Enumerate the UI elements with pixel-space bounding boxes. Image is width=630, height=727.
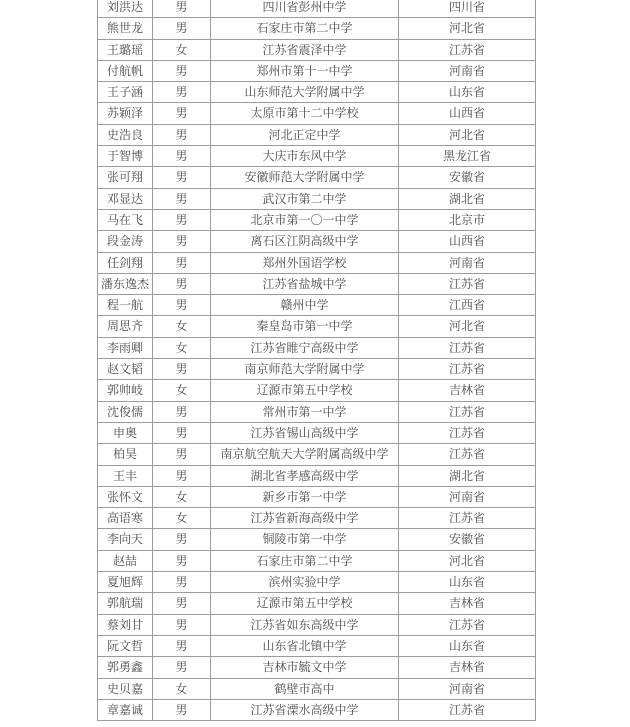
cell-school: 北京市第一〇一中学 (211, 209, 399, 230)
cell-gender: 男 (153, 18, 211, 39)
cell-gender: 男 (153, 444, 211, 465)
cell-province: 江苏省 (399, 39, 536, 60)
cell-name: 高语寒 (98, 508, 153, 529)
cell-province: 安徽省 (399, 167, 536, 188)
cell-province: 山西省 (399, 103, 536, 124)
cell-province: 四川省 (399, 0, 536, 18)
cell-province: 山东省 (399, 635, 536, 656)
cell-name: 李雨卿 (98, 337, 153, 358)
cell-province: 河南省 (399, 252, 536, 273)
cell-gender: 男 (153, 231, 211, 252)
cell-gender: 男 (153, 422, 211, 443)
table-row (98, 188, 536, 209)
cell-school: 郑州市第十一中学 (211, 60, 399, 81)
cell-name: 于智博 (98, 146, 153, 167)
cell-name: 潘东逸杰 (98, 273, 153, 294)
cell-province: 山西省 (399, 231, 536, 252)
cell-gender: 女 (153, 380, 211, 401)
cell-province: 江苏省 (399, 337, 536, 358)
cell-school: 吉林市毓文中学 (211, 657, 399, 678)
cell-name: 沈俊儒 (98, 401, 153, 422)
cell-province: 河南省 (399, 678, 536, 699)
table-row (98, 146, 536, 167)
cell-school: 湖北省孝感高级中学 (211, 465, 399, 486)
cell-name: 段金涛 (98, 231, 153, 252)
cell-name: 阮文哲 (98, 635, 153, 656)
cell-school: 江苏省锡山高级中学 (211, 422, 399, 443)
cell-name: 赵喆 (98, 550, 153, 571)
table-row (98, 124, 536, 145)
cell-province: 河北省 (399, 18, 536, 39)
cell-school: 河北正定中学 (211, 124, 399, 145)
cell-province: 河北省 (399, 124, 536, 145)
cell-school: 南京航空航天大学附属高级中学 (211, 444, 399, 465)
table-row (98, 422, 536, 443)
cell-school: 赣州中学 (211, 295, 399, 316)
cell-name: 马在飞 (98, 209, 153, 230)
table-row (98, 572, 536, 593)
cell-gender: 女 (153, 39, 211, 60)
cell-gender: 男 (153, 359, 211, 380)
cell-province: 湖北省 (399, 188, 536, 209)
table-row (98, 18, 536, 39)
table-row (98, 167, 536, 188)
cell-school: 南京师范大学附属中学 (211, 359, 399, 380)
table-row (98, 465, 536, 486)
cell-name: 史贝嘉 (98, 678, 153, 699)
table-row (98, 82, 536, 103)
cell-gender: 男 (153, 209, 211, 230)
cell-gender: 男 (153, 550, 211, 571)
cell-school: 江苏省睢宁高级中学 (211, 337, 399, 358)
cell-province: 北京市 (399, 209, 536, 230)
cell-province: 江西省 (399, 295, 536, 316)
cell-gender: 男 (153, 401, 211, 422)
cell-province: 安徽省 (399, 529, 536, 550)
cell-name: 邓显达 (98, 188, 153, 209)
table-row (98, 273, 536, 294)
table-row (98, 337, 536, 358)
cell-school: 四川省彭州中学 (211, 0, 399, 18)
cell-name: 章嘉诚 (98, 699, 153, 720)
cell-province: 河南省 (399, 486, 536, 507)
table-row (98, 380, 536, 401)
table-row (98, 614, 536, 635)
cell-province: 河北省 (399, 316, 536, 337)
cell-gender: 男 (153, 593, 211, 614)
cell-province: 江苏省 (399, 359, 536, 380)
cell-school: 武汉市第二中学 (211, 188, 399, 209)
cell-gender: 女 (153, 486, 211, 507)
table-row (98, 678, 536, 699)
cell-province: 江苏省 (399, 401, 536, 422)
cell-name: 周思齐 (98, 316, 153, 337)
cell-gender: 男 (153, 252, 211, 273)
cell-name: 赵文韬 (98, 359, 153, 380)
cell-school: 江苏省震泽中学 (211, 39, 399, 60)
cell-school: 鹤壁市高中 (211, 678, 399, 699)
cell-name: 申奥 (98, 422, 153, 443)
table-row (98, 593, 536, 614)
cell-name: 苏颖泽 (98, 103, 153, 124)
cell-province: 江苏省 (399, 444, 536, 465)
cell-name: 夏旭辉 (98, 572, 153, 593)
table-row (98, 209, 536, 230)
cell-gender: 男 (153, 82, 211, 103)
cell-school: 离石区江阴高级中学 (211, 231, 399, 252)
table-row (98, 316, 536, 337)
cell-name: 王子涵 (98, 82, 153, 103)
cell-school: 江苏省盐城中学 (211, 273, 399, 294)
table-row (98, 508, 536, 529)
table-row (98, 657, 536, 678)
table-row (98, 0, 536, 18)
cell-province: 吉林省 (399, 657, 536, 678)
cell-name: 张怀文 (98, 486, 153, 507)
table-row (98, 103, 536, 124)
cell-name: 郭勇鑫 (98, 657, 153, 678)
cell-name: 刘洪达 (98, 0, 153, 18)
cell-gender: 男 (153, 103, 211, 124)
cell-gender: 女 (153, 678, 211, 699)
cell-school: 铜陵市第一中学 (211, 529, 399, 550)
cell-school: 常州市第一中学 (211, 401, 399, 422)
cell-name: 付航帆 (98, 60, 153, 81)
cell-school: 郑州外国语学校 (211, 252, 399, 273)
cell-gender: 男 (153, 167, 211, 188)
cell-gender: 男 (153, 465, 211, 486)
table-row (98, 699, 536, 720)
cell-gender: 男 (153, 124, 211, 145)
cell-province: 湖北省 (399, 465, 536, 486)
cell-name: 程一航 (98, 295, 153, 316)
table-row (98, 444, 536, 465)
cell-gender: 男 (153, 699, 211, 720)
cell-gender: 男 (153, 273, 211, 294)
cell-gender: 男 (153, 614, 211, 635)
cell-gender: 男 (153, 0, 211, 18)
cell-province: 吉林省 (399, 593, 536, 614)
cell-name: 熊世龙 (98, 18, 153, 39)
cell-province: 山东省 (399, 82, 536, 103)
cell-name: 任剑翔 (98, 252, 153, 273)
cell-province: 河北省 (399, 550, 536, 571)
cell-name: 郭航瑞 (98, 593, 153, 614)
table-body (98, 0, 536, 721)
cell-school: 安徽师范大学附属中学 (211, 167, 399, 188)
cell-name: 王丰 (98, 465, 153, 486)
cell-school: 滨州实验中学 (211, 572, 399, 593)
cell-school: 石家庄市第二中学 (211, 550, 399, 571)
cell-school: 山东师范大学附属中学 (211, 82, 399, 103)
table-row (98, 295, 536, 316)
table-row (98, 252, 536, 273)
cell-school: 辽源市第五中学校 (211, 380, 399, 401)
cell-province: 江苏省 (399, 273, 536, 294)
table-row (98, 39, 536, 60)
table-row (98, 486, 536, 507)
cell-province: 江苏省 (399, 699, 536, 720)
cell-school: 江苏省溧水高级中学 (211, 699, 399, 720)
cell-school: 大庆市东风中学 (211, 146, 399, 167)
cell-name: 李向天 (98, 529, 153, 550)
cell-gender: 男 (153, 657, 211, 678)
cell-gender: 男 (153, 60, 211, 81)
cell-school: 辽源市第五中学校 (211, 593, 399, 614)
cell-name: 柏昊 (98, 444, 153, 465)
cell-school: 江苏省新海高级中学 (211, 508, 399, 529)
cell-gender: 男 (153, 572, 211, 593)
cell-province: 河南省 (399, 60, 536, 81)
cell-name: 王璐瑶 (98, 39, 153, 60)
table-row (98, 401, 536, 422)
table-row (98, 60, 536, 81)
cell-school: 山东省北镇中学 (211, 635, 399, 656)
table-row (98, 529, 536, 550)
cell-name: 史浩良 (98, 124, 153, 145)
table-row (98, 231, 536, 252)
cell-gender: 女 (153, 337, 211, 358)
cell-school: 新乡市第一中学 (211, 486, 399, 507)
cell-province: 黑龙江省 (399, 146, 536, 167)
student-table (97, 0, 536, 721)
cell-gender: 男 (153, 188, 211, 209)
table-row (98, 550, 536, 571)
cell-gender: 男 (153, 295, 211, 316)
cell-name: 蔡刘甘 (98, 614, 153, 635)
cell-province: 江苏省 (399, 508, 536, 529)
table-row (98, 359, 536, 380)
cell-province: 山东省 (399, 572, 536, 593)
table-row (98, 635, 536, 656)
cell-province: 江苏省 (399, 422, 536, 443)
cell-name: 郭帅岐 (98, 380, 153, 401)
cell-school: 太原市第十二中学校 (211, 103, 399, 124)
cell-gender: 女 (153, 508, 211, 529)
cell-school: 江苏省如东高级中学 (211, 614, 399, 635)
cell-gender: 男 (153, 635, 211, 656)
cell-gender: 男 (153, 529, 211, 550)
student-table-container (97, 0, 536, 721)
cell-school: 秦皇岛市第一中学 (211, 316, 399, 337)
cell-gender: 女 (153, 316, 211, 337)
cell-province: 吉林省 (399, 380, 536, 401)
cell-school: 石家庄市第二中学 (211, 18, 399, 39)
cell-province: 江苏省 (399, 614, 536, 635)
cell-gender: 男 (153, 146, 211, 167)
cell-name: 张可翔 (98, 167, 153, 188)
